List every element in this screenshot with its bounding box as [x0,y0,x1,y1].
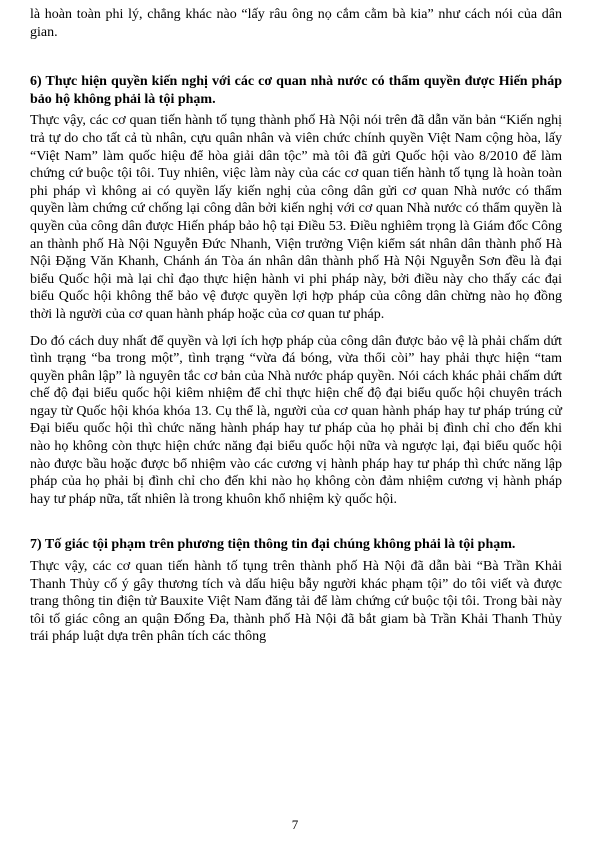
section-6-paragraph-2: Do đó cách duy nhất để quyền và lợi ích hợp pháp của công dân được bảo vệ là phải chấm dứt tình trạng “ba trong một”, tình trạng “vừa đá bóng, vừa thổi còi” hay phải thực hiện “tam quyền phân lập” là nguyên tắc cơ bản của Nhà nước pháp quyền. Nói cách khác phải chấm dứt chế độ đại biểu quốc hội kiêm nhiệm để chỉ thực hiện chế độ đại biểu quốc hội chuyên trách ngay từ Quốc hội khóa khóa 13. Cụ thể là, người của cơ quan hành pháp hay tư pháp trúng cử Đại biểu quốc hội thì chức năng hành pháp hay tư pháp của họ phải bị đình chỉ cho đến khi nào họ không còn thực hiện chức năng đại biểu quốc hội nữa và ngược lại, đại biểu quốc hội nào được bầu hoặc được bổ nhiệm vào các cương vị hành pháp hay tư pháp thì chức năng lập pháp của họ phải bị đình chỉ cho đến khi nào họ không còn đảm nhiệm cương vị hành pháp hay tư pháp nữa, tất nhiên là trong khuôn khổ nhiệm kỳ quốc hội. [30,333,562,507]
section-6-heading: 6) Thực hiện quyền kiến nghị với các cơ quan nhà nước có thẩm quyền được Hiến pháp bảo hộ không phải là tội phạm. [30,74,562,107]
intro-paragraph: là hoàn toàn phi lý, chẳng khác nào “lấy râu ông nọ cắm cằm bà kia” như cách nói của dân gian. [30,7,562,40]
page-number: 7 [291,817,299,832]
section-6-paragraph-1: Thực vậy, các cơ quan tiến hành tố tụng thành phố Hà Nội nói trên đã dẫn văn bản “Kiến nghị trả tự do cho tất cả tù nhân, cựu quân nhân và viên chức chính quyền Việt Nam cộng hòa, lấy “Việt Nam” làm quốc hiệu để hòa giải dân tộc” mà tôi đã gửi Quốc hội vào 8/2010 để làm chứng cứ buộc tội tôi. Tuy nhiên, việc làm này của các cơ quan tiến hành tố tụng là hoàn toàn phi pháp vì không ai có quyền lấy kiến nghị của công dân gửi cơ quan Nhà nước có thẩm quyền làm chứng cứ chống lại công dân bởi kiến nghị với cơ quan Nhà nước có thẩm quyền là quyền của công dân được Hiến pháp bảo hộ tại Điều 53. Điều nghiêm trọng là Giám đốc Công an thành phố Hà Nội Nguyễn Đức Nhanh, Viện trưởng Viện kiểm sát nhân dân thành phố Hà Nội Đặng Văn Khanh, Chánh án Tòa án nhân dân thành phố Hà Nội Nguyễn Sơn đều là đại biểu Quốc hội mà lại chỉ đạo thực hiện hành vi phi pháp này, bởi điều này cho thấy các đại biểu Quốc hội không thể bảo vệ được quyền lợi hợp pháp của công dân chừng nào họ đồng thời là người của cơ quan hành pháp hoặc của cơ quan tư pháp. [30,113,562,322]
section-7-paragraph-1: Thực vậy, các cơ quan tiến hành tố tụng trên thành phố Hà Nội đã dẫn bài “Bà Trần Khải Thanh Thủy cố ý gây thương tích và dấu hiệu bẫy người khác phạm tội” do tôi viết và được trang thông tin điện tử Bauxite Việt Nam đăng tải để làm chứng cứ buộc tội tôi. Trong bài này tôi tố giác công an quận Đống Đa, thành phố Hà Nội đã bắt giam bà Trần Khải Thanh Thủy trái pháp luật dựa trên phân tích các thông [30,559,562,645]
section-7-heading: 7) Tố giác tội phạm trên phương tiện thông tin đại chúng không phải là tội phạm. [30,537,516,553]
page-body [30,6,562,655]
